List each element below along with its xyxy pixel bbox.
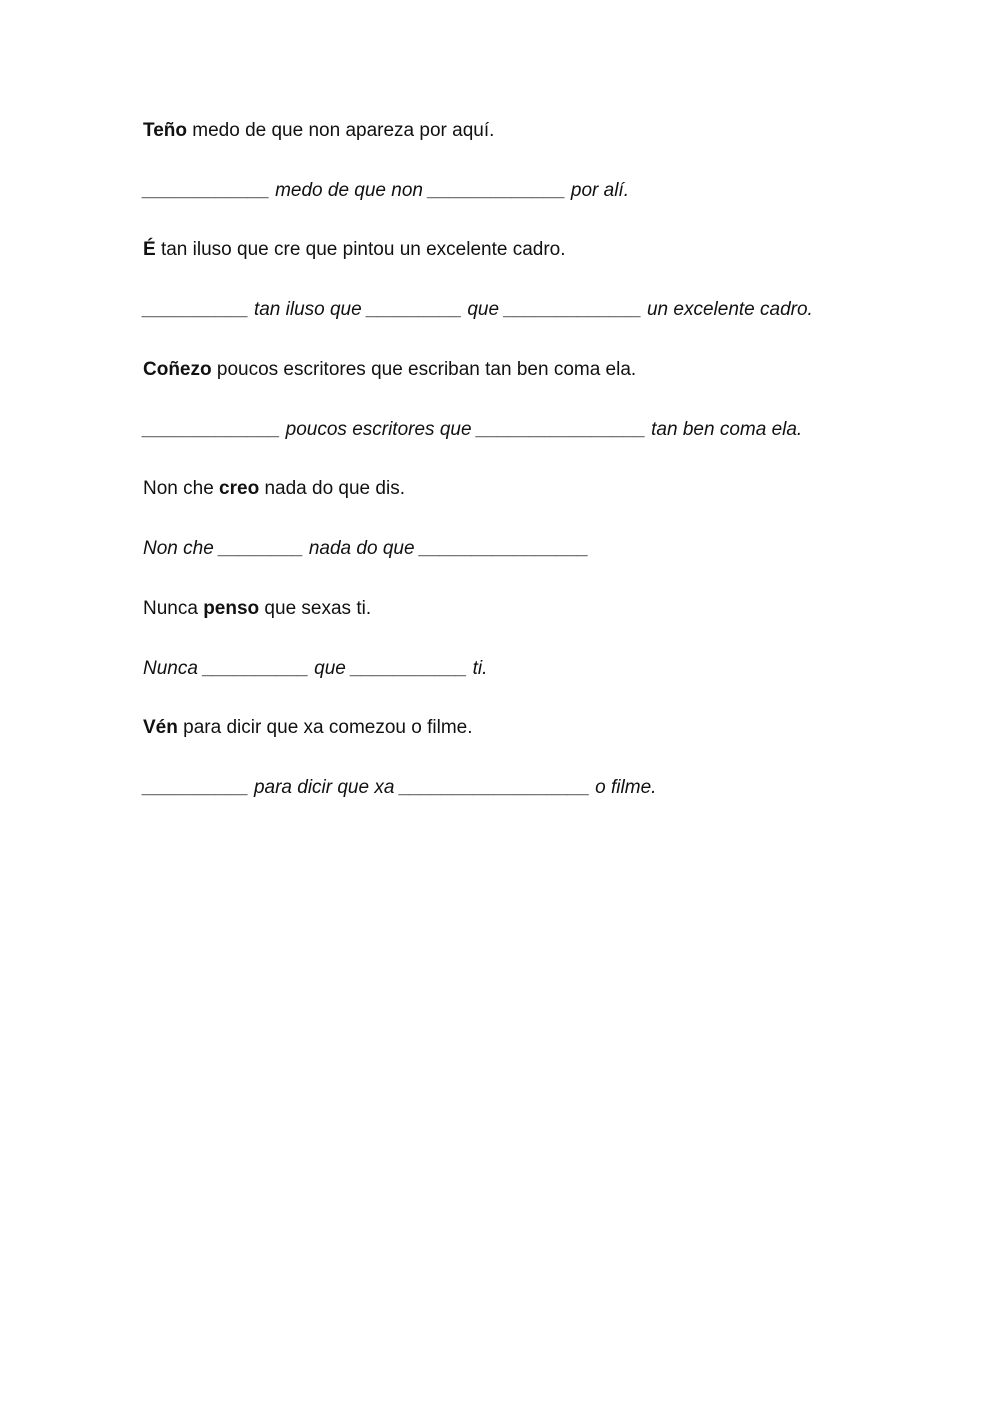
key-verb: Vén bbox=[143, 717, 178, 738]
rewrite-sentence: _____________ poucos escritores que ________________ tan ben coma ela. bbox=[143, 419, 803, 440]
original-sentence bbox=[143, 477, 405, 501]
sentence-rest: tan iluso que cre que pintou un excelente cadro. bbox=[155, 239, 566, 260]
sentence-rest: medo de que non apareza por aquí. bbox=[186, 120, 495, 141]
sentence-rest: poucos escritores que escriban tan ben coma ela. bbox=[211, 359, 637, 380]
rewrite-sentence: __________ tan iluso que _________ que _____________ un excelente cadro. bbox=[143, 299, 813, 320]
sentence-rest: nada do que dis. bbox=[259, 478, 405, 499]
key-verb: Teño bbox=[143, 120, 187, 141]
original-sentence bbox=[143, 119, 494, 143]
key-verb: creo bbox=[219, 478, 260, 499]
sentence-start: Non che bbox=[143, 478, 220, 499]
original-sentence bbox=[143, 597, 371, 621]
rewrite-sentence: __________ para dicir que xa __________________ o filme. bbox=[143, 777, 657, 798]
key-verb: penso bbox=[203, 598, 260, 619]
original-sentence bbox=[143, 358, 636, 382]
key-verb: Coñezo bbox=[143, 359, 212, 380]
rewrite-sentence: ____________ medo de que non _____________ por alí. bbox=[143, 180, 629, 201]
rewrite-sentence: Non che ________ nada do que ________________ bbox=[143, 538, 589, 559]
original-sentence bbox=[143, 716, 473, 740]
sentence-rest: que sexas ti. bbox=[259, 598, 372, 619]
original-sentence bbox=[143, 238, 566, 262]
sentence-rest: para dicir que xa comezou o filme. bbox=[177, 717, 473, 738]
key-verb: É bbox=[143, 239, 156, 260]
sentence-start: Nunca bbox=[143, 598, 204, 619]
rewrite-sentence: Nunca __________ que ___________ ti. bbox=[143, 658, 488, 679]
